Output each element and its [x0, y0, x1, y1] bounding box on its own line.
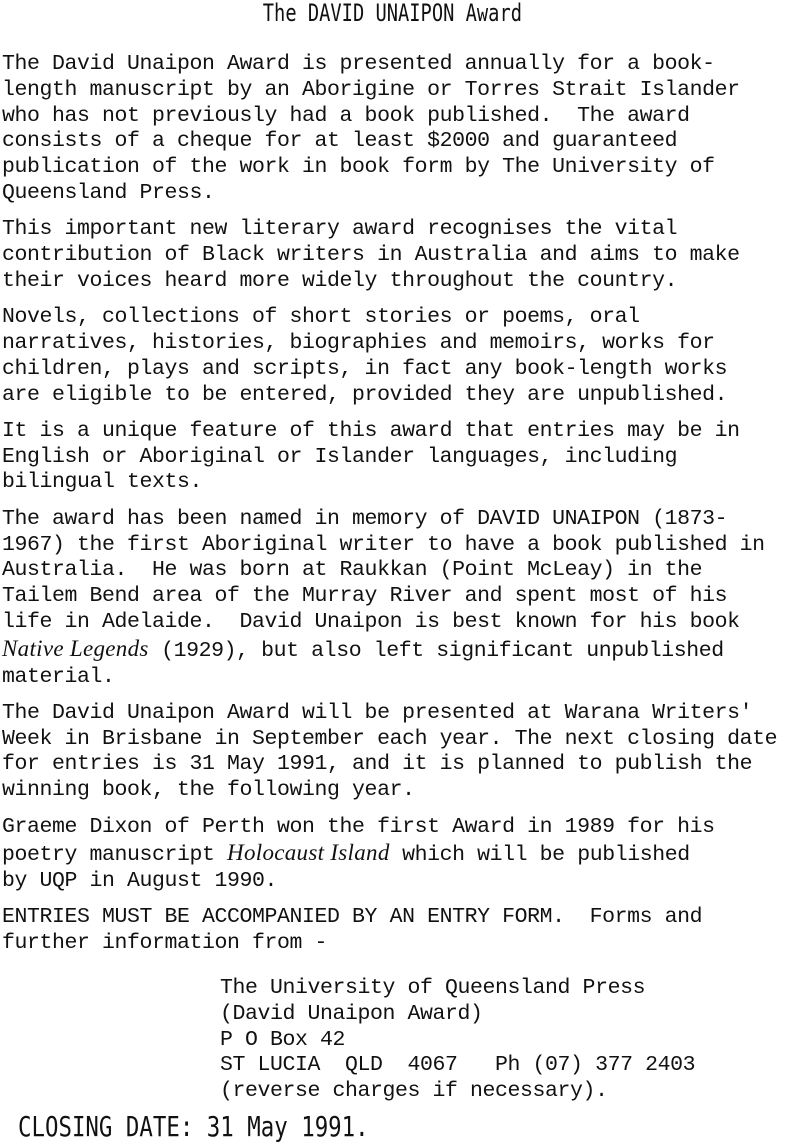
text-line: Week in Brisbane in September each year. The next closing date [2, 726, 778, 751]
text-fragment: (1929), but also left significant unpublished [148, 638, 724, 663]
book-title-holocaust-island: Holocaust Island [227, 840, 390, 866]
text-line: Queensland Press. [2, 180, 215, 205]
text-line: The David Unaipon Award will be presented at Warana Writers' [2, 700, 753, 725]
text-line: The award has been named in memory of DAVID UNAIPON (1873- [2, 506, 728, 531]
address-line: ST LUCIA QLD 4067 Ph (07) 377 2403 [220, 1053, 696, 1078]
postal-address [220, 976, 695, 1105]
text-line: Graeme Dixon of Perth won the first Award in 1989 for his [2, 814, 715, 839]
paragraph-presentation [2, 701, 800, 804]
text-line: Australia. He was born at Raukkan (Point McLeay) in the [2, 558, 703, 583]
text-line: This important new literary award recognises the vital [2, 217, 678, 242]
text-line: their voices heard more widely throughout the country. [2, 268, 678, 293]
text-line: ENTRIES MUST BE ACCOMPANIED BY AN ENTRY FORM. Forms and [2, 905, 703, 930]
text-line: narratives, histories, biographies and memoirs, works for [2, 330, 715, 355]
closing-date: CLOSING DATE: 31 May 1991. [18, 1110, 369, 1142]
text-line: by UQP in August 1990. [2, 869, 278, 894]
text-line: English or Aboriginal or Islander languages, including [2, 444, 678, 469]
page-title: The DAVID UNAIPON Award [262, 0, 523, 27]
address-line: P O Box 42 [220, 1027, 346, 1052]
text-line: for entries is 31 May 1991, and it is planned to publish the [2, 752, 753, 777]
text-line: Tailem Bend area of the Murray River and spent most of his [2, 584, 728, 609]
text-line [2, 636, 800, 665]
paragraph-first-winner [2, 815, 800, 895]
text-line: who has not previously had a book published. The award [2, 103, 690, 128]
paragraph-eligible-works [2, 305, 800, 408]
address-line: The University of Queensland Press [220, 976, 646, 1000]
address-line: (David Unaipon Award) [220, 1001, 483, 1026]
text-line: are eligible to be entered, provided they are unpublished. [2, 382, 728, 407]
paragraph-david-unaipon-biography [2, 507, 800, 691]
text-line: contribution of Black writers in Australia and aims to make [2, 243, 740, 268]
text-fragment: which will be published [389, 843, 690, 868]
text-line: bilingual texts. [2, 470, 203, 495]
text-line: children, plays and scripts, in fact any book-length works [2, 356, 728, 381]
text-line: winning book, the following year. [2, 778, 415, 803]
text-line: It is a unique feature of this award that entries may be in [2, 418, 740, 443]
text-line: life in Adelaide. David Unaipon is best known for his book [2, 609, 740, 634]
address-line: (reverse charges if necessary). [220, 1079, 608, 1104]
paragraph-languages [2, 419, 800, 496]
text-line: The David Unaipon Award is presented annually for a book- [2, 52, 715, 76]
paragraph-entry-form-notice [2, 905, 800, 957]
text-line: length manuscript by an Aborigine or Torres Strait Islander [2, 77, 740, 102]
text-line: consists of a cheque for at least $2000 and guaranteed [2, 129, 678, 154]
book-title-native-legends: Native Legends [2, 635, 149, 661]
text-fragment: poetry manuscript [2, 843, 228, 868]
text-line: 1967) the first Aboriginal writer to have a book published in [2, 532, 765, 557]
text-line: material. [2, 664, 115, 689]
document-body [2, 52, 800, 968]
text-line: further information from - [2, 931, 328, 956]
paragraph-award-importance [2, 217, 800, 294]
text-line: Novels, collections of short stories or poems, oral [2, 305, 640, 330]
paragraph-award-description [2, 52, 800, 207]
text-line: publication of the work in book form by The University of [2, 155, 715, 180]
text-line [2, 840, 800, 869]
